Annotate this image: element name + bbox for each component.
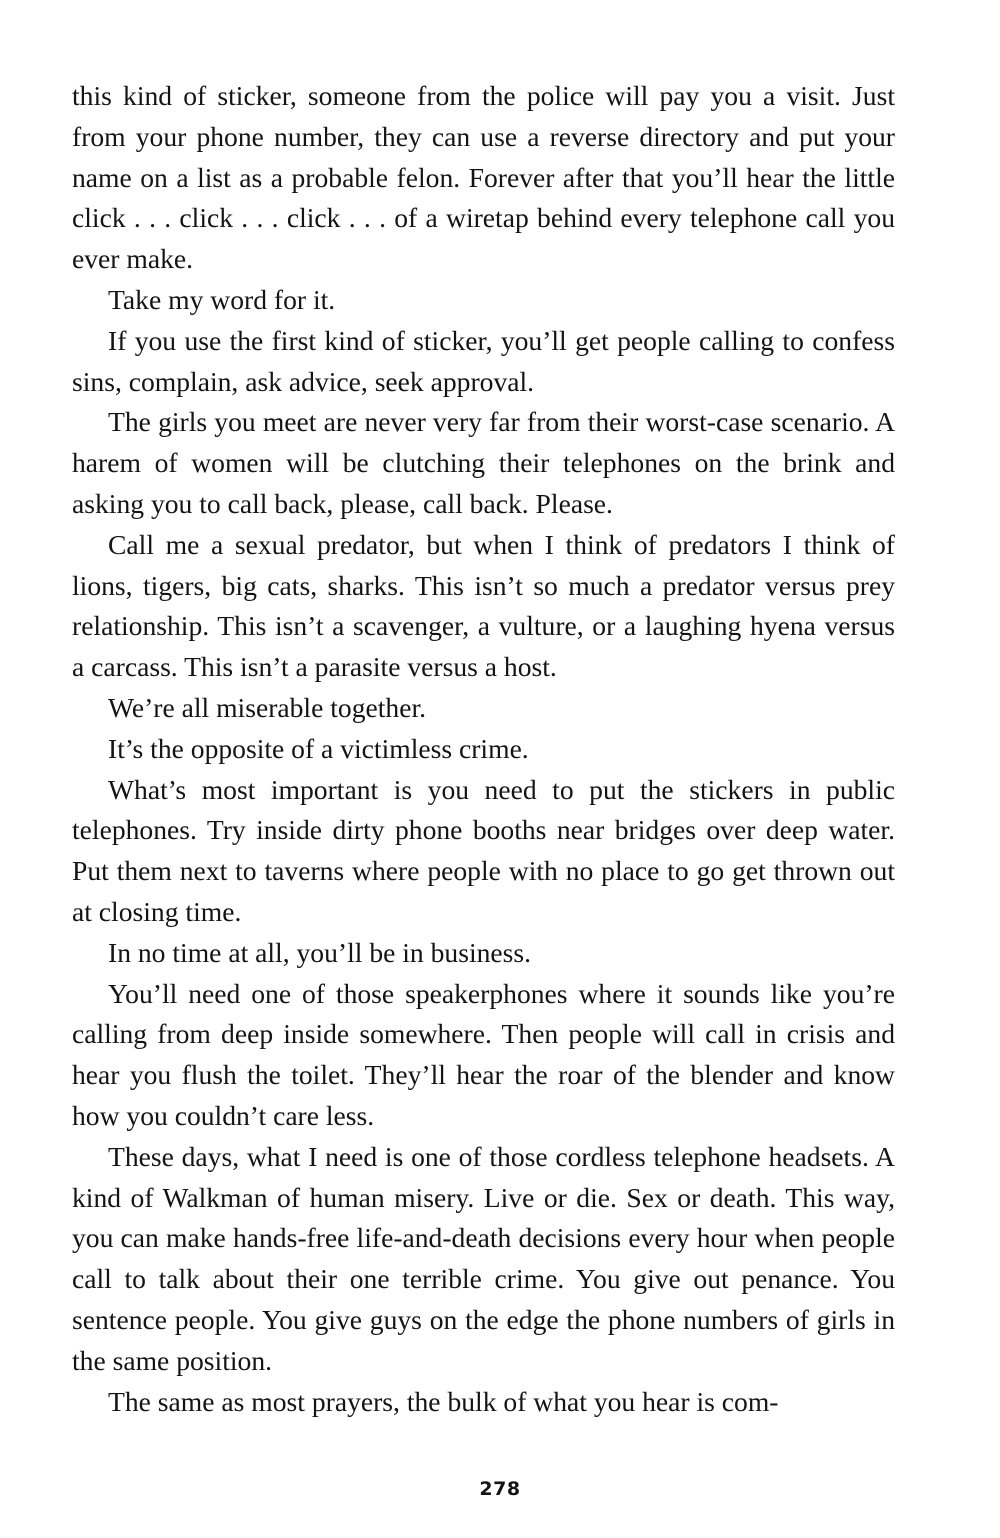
paragraph: If you use the first kind of sticker, you’ll get people calling to confess sins, complain, ask advice, seek approval. [72,324,895,397]
paragraph: The girls you meet are never very far from their worst-case scenario. A harem of women will be clutching their telephones on the brink and asking you to call back, please, call back. Please. [72,406,895,519]
paragraph: The same as most prayers, the bulk of what you hear is com- [108,1385,779,1417]
paragraph: These days, what I need is one of those cordless telephone headsets. A kind of Walkman of human misery. Live or die. Sex or death. This way, you can make hands-free life-and-death decisions every hour when people call to talk about their one terrible crime. You give out penance. You sentence people. You give guys on the edge the phone numbers of girls in the same position. [72,1140,895,1376]
paragraph: You’ll need one of those speakerphones where it sounds like you’re calling from deep inside somewhere. Then people will call in crisis and hear you flush the toilet. They’ll hear the roar of the blender and know how you couldn’t care less. [72,977,895,1131]
paragraph: We’re all miserable together. [108,691,427,723]
paragraph: What’s most important is you need to put the stickers in public telephones. Try inside dirty phone booths near bridges over deep water. Put them next to taverns where people with no place to go get thrown out at closing time. [72,773,895,927]
paragraph: In no time at all, you’ll be in business. [108,936,532,968]
paragraph: Call me a sexual predator, but when I think of predators I think of lions, tigers, big cats, sharks. This isn’t so much a predator versus prey relationship. This isn’t a scavenger, a vulture, or a laughing hyena versus a carcass. This isn’t a parasite versus a host. [72,528,895,683]
page-number: 278 [479,1478,521,1500]
paragraph: Take my word for it. [108,283,336,315]
paragraph: It’s the opposite of a victimless crime. [108,732,529,764]
paragraph: this kind of sticker, someone from the police will pay you a visit. Just from your phone number, they can use a reverse directory and put your name on a list as a probable felon. Forever after that you’ll hear the little click . . . click . . . click . . . of a wiretap behind every telephone call you ever make. [72,80,895,275]
page-body [72,76,895,1422]
